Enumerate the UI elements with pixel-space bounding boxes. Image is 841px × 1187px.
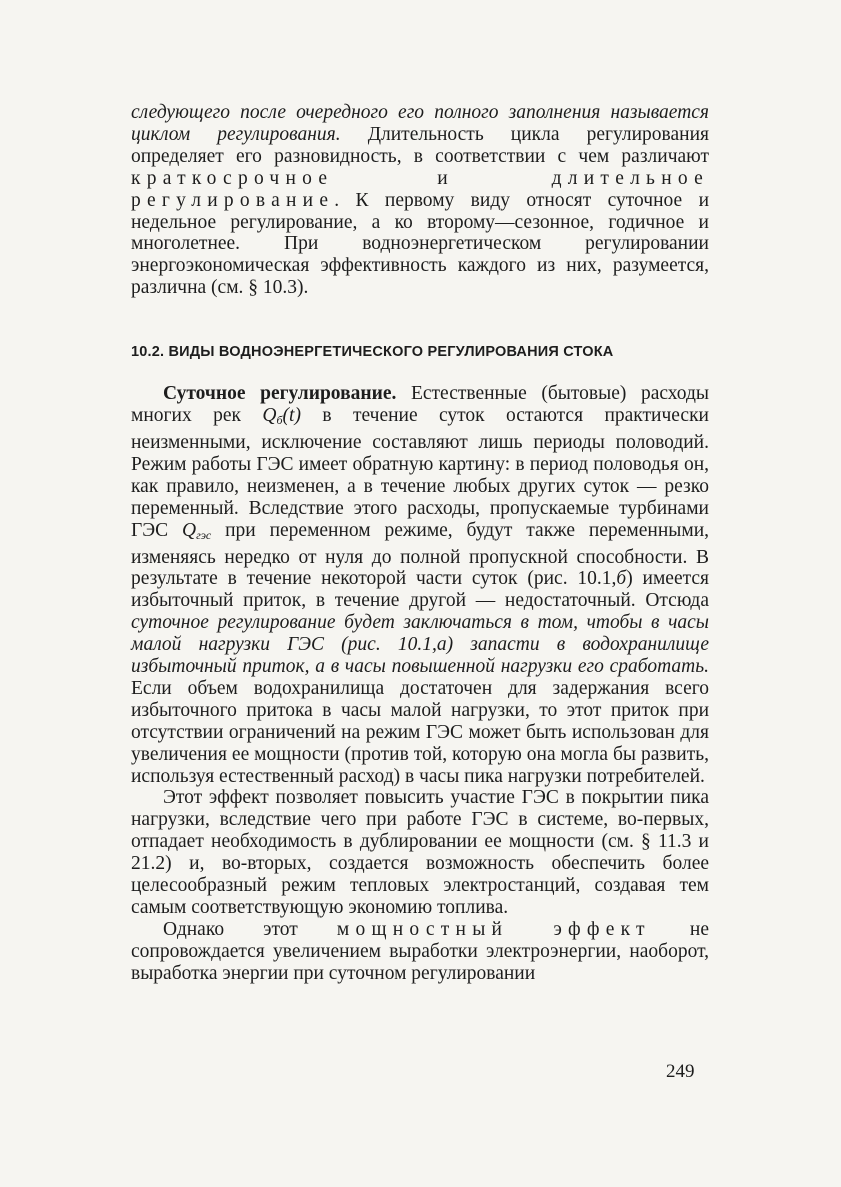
- text-run: не сопровождается увеличением выработки электроэнергии, наоборот, выработка энергии при суточном регулировании: [131, 918, 709, 984]
- text-run: . К первому виду относят суточное и недельное регулирование, а ко второму—сезонное, годичное и многолетнее. При водноэнергетическом регулировании энергоэкономическая эффективность каждого из них, разумеется, различна (см. § 10.3).: [131, 189, 709, 299]
- paragraph-effect: Этот эффект позволяет повысить участие ГЭС в покрытии пика нагрузки, вследствие чего при работе ГЭС в системе, во-первых, отпадает необходимость в дублировании ее мощности (см. § 11.3 и 21.2) и, во-вторых, создается возможность обеспечить более целесообразный режим тепловых электростанций, создавая тем самым соответствующую экономию топлива.: [131, 787, 709, 918]
- spaced-term-long: длительное регулирование: [131, 167, 709, 211]
- paragraph-daily-regulation: [131, 383, 709, 787]
- formula-symbol: Q: [182, 519, 197, 541]
- text-column: [131, 102, 709, 985]
- text-run: в течение суток остаются практически неизменными, исключение составляют лишь периоды половодий. Режим работы ГЭС имеет обратную картину: в период половодья он, как правило, неизменен, а в течение любых других суток — резко переменный. Вследствие этого расходы, пропускаемые турбинами ГЭС: [131, 405, 709, 541]
- text-run: Однако этот: [163, 918, 337, 940]
- text-run: и: [333, 167, 552, 189]
- formula-subscript: гэс: [196, 527, 212, 542]
- run-in-heading: Суточное регулирование.: [163, 383, 397, 405]
- text-run: при переменном режиме, будут также переменными, изменяясь нередко от нуля до полной пропускной способности. В результате в течение некоторой части суток (рис. 10.1,: [131, 519, 710, 590]
- paragraph-cycle-definition: [131, 102, 709, 299]
- formula-q-natural: [262, 405, 301, 426]
- text-run: Длительность цикла регулирования определяет его разновидность, в соответствии с чем различают: [131, 123, 709, 167]
- italic-definition: следующего после очередного его полного заполнения называется циклом регулирования.: [131, 102, 709, 145]
- text-run: ) имеется избыточный приток, в течение другой — недостаточный. Отсюда: [131, 568, 710, 612]
- spaced-term-power-effect: мощностный эффект: [336, 918, 651, 940]
- formula-symbol: Q: [262, 405, 277, 427]
- section-heading: 10.2. ВИДЫ ВОДНОЭНЕРГЕТИЧЕСКОГО РЕГУЛИРОВАНИЯ СТОКА: [131, 344, 614, 361]
- figure-ref-letter: б: [616, 568, 627, 590]
- italic-regulation-definition: суточное регулирование будет заключаться в том, чтобы в часы малой нагрузки ГЭС (рис. 10.1,а) запасти в водохранилище избыточный приток, а в часы повышенной нагрузки его сработать.: [131, 612, 709, 678]
- text-run: Если объем водохранилища достаточен для задержания всего избыточного притока в часы малой нагрузки, то этот приток при отсутствии ограничений на режим ГЭС может быть использован для увеличения ее мощности (против той, которую она могла бы развить, используя естественный расход) в часы пика нагрузки потребителей.: [131, 677, 709, 787]
- formula-subscript: б: [276, 413, 283, 428]
- page-number: 249: [666, 1061, 695, 1082]
- spaced-term-short: краткосрочное: [131, 167, 334, 189]
- formula-q-hpp: [182, 520, 211, 541]
- formula-argument: (t): [282, 405, 301, 427]
- text-run: Естественные (бытовые) расходы многих рек: [131, 383, 709, 427]
- paragraph-power-effect: [131, 919, 709, 985]
